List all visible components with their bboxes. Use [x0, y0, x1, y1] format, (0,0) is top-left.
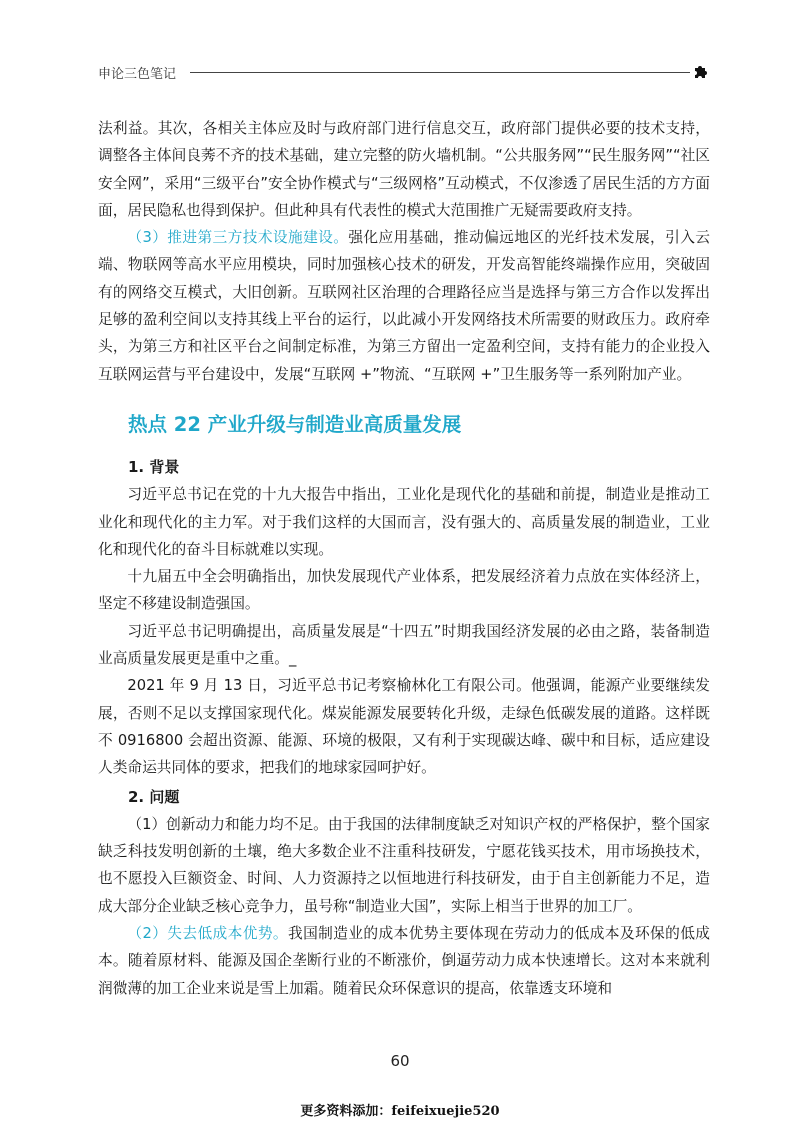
problems-heading: 2. 问题: [128, 787, 180, 806]
highlight-point-3: （3）推进第三方技术设施建设。: [127, 229, 349, 247]
header-title: 申论三色笔记: [98, 67, 177, 82]
puzzle-piece-icon: [692, 62, 710, 80]
paragraph-continued: 法利益。其次，各相关主体应及时与政府部门进行信息交互，政府部门提供必要的技术支持，调整各主体间良莠不齐的技术基础，建立完整的防火墙机制。“公共服务网”“民生服务网”“社区安全网”，采用“三级平台”安全协作模式与“三级网格”互动模式，不仅渗透了居民生活的方方面面，居民隐私也得到保护。但此种具有代表性的模式大范围推广无疑需要政府支持。: [98, 120, 710, 219]
background-paragraph: 2021 年 9 月 13 日，习近平总书记考察榆林化工有限公司。他强调，能源产业要继续发展，否则不足以支撑国家现代化。煤炭能源发展要转化升级，走绿色低碳发展的道路。这样既不 0916800 会超出资源、能源、环境的极限，又有利于实现碳达峰、碳中和目标，适应建设人类命运共同体的要求，把我们的地球家园呵护好。: [98, 677, 710, 777]
background-paragraph: 习近平总书记在党的十九大报告中指出，工业化是现代化的基础和前提，制造业是推动工业化和现代化的主力军。对于我们这样的大国而言，没有强大的、高质量发展的制造业，工业化和现代化的奋斗目标就难以实现。: [98, 486, 710, 558]
footer-contact: 更多资料添加：feifeixuejie520: [300, 1104, 500, 1119]
page-header: [98, 62, 710, 84]
header-rule: [190, 72, 690, 73]
paragraph-third-party-text: 强化应用基础，推动偏远地区的光纤技术发展，引入云端、物联网等高水平应用模块，同时加强核心技术的研发，开发高智能终端操作应用，突破固有的网络交互模式，大旧创新。互联网社区治理的合理路径应当是选择与第三方合作以发挥出足够的盈利空间以支持其线上平台的运行，以此减小开发网络技术所需要的财政压力。政府牵头，为第三方和社区平台之间制定标准，为第三方留出一定盈利空间，支持有能力的企业投入互联网运营与平台建设中，发展“互联网 +”物流、“互联网 +”卫生服务等一系列附加产业。: [98, 229, 710, 383]
paragraph-third-party: [98, 224, 710, 388]
problem-2-text: 我国制造业的成本优势主要体现在劳动力的低成本及环保的低成本。随着原材料、能源及国企垄断行业的不断涨价，倒逼劳动力成本快速增长。这对本来就利润微薄的加工企业来说是雪上加霜。随着民众环保意识的提高，依靠透支环境和: [98, 925, 710, 997]
page-body: [98, 115, 710, 1002]
highlight-problem-2: （2）失去低成本优势。: [127, 925, 288, 943]
problem-paragraph: （1）创新动力和能力均不足。由于我国的法律制度缺乏对知识产权的严格保护，整个国家缺乏科技发明创新的土壤，绝大多数企业不注重科技研发，宁愿花钱买技术，用市场换技术，也不愿投入巨额资金、时间、人力资源持之以恒地进行科技研发，由于自主创新能力不足，造成大部分企业缺乏核心竞争力，虽号称“制造业大国”，实际上相当于世界的加工厂。: [98, 815, 710, 915]
page-number: 60: [390, 1052, 410, 1070]
problem-paragraph: [98, 920, 710, 1002]
background-paragraph: 习近平总书记明确提出，高质量发展是“十四五”时期我国经济发展的必由之路，装备制造业高质量发展更是重中之重。_: [98, 622, 710, 668]
background-heading: 1. 背景: [128, 457, 180, 476]
section-title: 热点 22 产业升级与制造业高质量发展: [128, 412, 462, 436]
background-paragraph: 十九届五中全会明确指出，加快发展现代产业体系，把发展经济着力点放在实体经济上，坚定不移建设制造强国。: [98, 568, 710, 613]
